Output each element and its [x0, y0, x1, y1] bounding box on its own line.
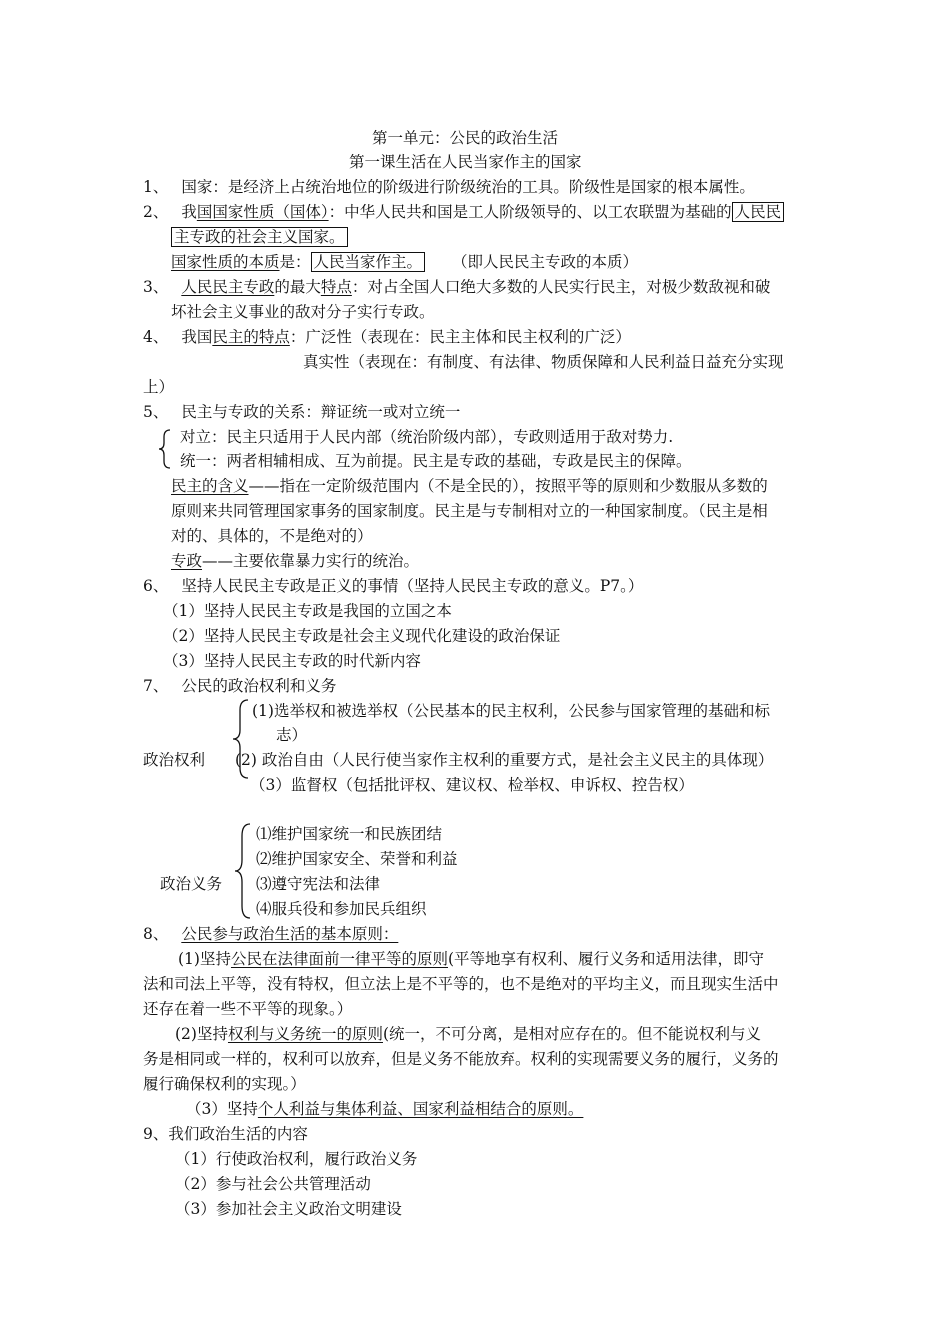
item-4-line-3: 上）	[143, 378, 175, 396]
democracy-definition-line-3: 对的、具体的，不是绝对的）	[171, 527, 373, 545]
item-1-number: 1、	[143, 178, 169, 196]
item-4-line-2: 真实性（表现在：有制度、有法律、物质保障和人民利益日益充分实现	[303, 353, 784, 371]
democracy-def-text: ——指在一定阶级范围内（不是全民的），按照平等的原则和少数服从多数的	[248, 477, 768, 495]
rights-label: 政治权利	[143, 751, 206, 769]
right-2: (2) 政治自由（人民行使当家作主权利的重要方式，是社会主义民主的具体现）	[235, 751, 774, 769]
item-6-sub-3: （3）坚持人民民主专政的时代新内容	[163, 652, 421, 670]
duties-label: 政治义务	[160, 875, 223, 893]
item-7-text: 公民的政治权利和义务	[181, 677, 337, 695]
item-2-note: （即人民民主专政的本质）	[451, 253, 638, 271]
principle-1	[178, 949, 764, 969]
item-2-line-2	[171, 227, 348, 247]
right-1: (1)选举权和被选举权（公民基本的民主权利，公民参与国家管理的基础和标	[252, 702, 770, 720]
item-3	[143, 277, 770, 297]
item-5-number: 5、	[143, 403, 169, 421]
item-4-text-a: 我国	[181, 328, 213, 346]
democracy-features-term: 民主的特点	[212, 328, 290, 346]
principle-1-text: (平等地享有权利、履行义务和适用法律，即守	[447, 950, 765, 968]
principle-1-line-3: 还存在着一些不平等的现象。）	[143, 1000, 353, 1018]
brace-icon	[157, 428, 173, 470]
state-nature-answer-box-start: 人民民	[732, 202, 785, 222]
item-8	[143, 924, 398, 944]
item-5-text: 民主与专政的关系：辩证统一或对立统一	[181, 403, 461, 421]
principle-2-term: 权利与义务统一的原则	[227, 1025, 383, 1043]
item-6-sub-1: （1）坚持人民民主专政是我国的立国之本	[163, 602, 452, 620]
item-7-number: 7、	[143, 677, 169, 695]
democracy-definition-line-2: 原则来共同管理国家事务的国家制度。民主是与专制相对立的一种国家制度。（民主是相	[171, 502, 768, 520]
dictatorship-definition	[171, 551, 419, 571]
item-8-number: 8、	[143, 925, 169, 943]
item-2-number: 2、	[143, 203, 169, 221]
item-3-text-d: ：对占全国人口绝大多数的人民实行民主，对极少数敌视和破	[351, 278, 771, 296]
item-2-text-g: 是：	[279, 253, 311, 271]
item-3-number: 3、	[143, 278, 169, 296]
item-2-text-c: ：中华人民共和国是工人阶级领导的、以工农联盟为基础的	[328, 203, 732, 221]
item-1-text: 国家：是经济上占统治地位的阶级进行阶级统治的工具。阶级性是国家的根本属性。	[181, 178, 755, 196]
principle-2-prefix: (2)坚持	[175, 1025, 228, 1043]
principle-1-prefix: (1)坚持	[178, 950, 231, 968]
item-9-sub-3: （3）参加社会主义政治文明建设	[175, 1200, 402, 1218]
principle-2-line-3: 履行确保权利的实现。）	[143, 1075, 306, 1093]
principle-1-line-2: 法和司法上平等，没有特权，但立法上是不平等的，也不是绝对的平均主义，而且现实生活中	[143, 975, 779, 993]
duty-2: ⑵维护国家安全、荣誉和利益	[256, 850, 458, 868]
state-nature-answer-box-end: 主专政的社会主义国家。	[171, 227, 348, 247]
item-3-text-b: 的最大	[274, 278, 321, 296]
state-nature-term: 国国家性质（国体）	[196, 203, 329, 221]
principle-3	[186, 1099, 583, 1119]
nature-essence-answer-box: 人民当家作主。	[311, 252, 426, 272]
item-9-sub-1: （1）行使政治权利，履行政治义务	[175, 1150, 418, 1168]
opposition-line: 对立：民主只适用于人民内部（统治阶级内部），专政则适用于敌对势力.	[180, 428, 674, 446]
item-7	[143, 676, 336, 696]
item-9-sub-2: （2）参与社会公共管理活动	[175, 1175, 371, 1193]
principle-3-term: 个人利益与集体利益、国家利益相结合的原则。	[257, 1100, 584, 1118]
item-4-number: 4、	[143, 328, 169, 346]
item-6-number: 6、	[143, 577, 169, 595]
item-3-term: 人民民主专政	[181, 278, 275, 296]
principle-2-text: (统一，不可分离，是相对应存在的。但不能说权利与义	[382, 1025, 762, 1043]
principle-2-line-2: 务是相同或一样的，权利可以放弃，但是义务不能放弃。权利的实现需要义务的履行，义务的	[143, 1050, 779, 1068]
principle-3-prefix: （3）坚持	[186, 1100, 258, 1118]
brace-icon	[233, 822, 253, 920]
item-3-line-2: 坏社会主义事业的敌对分子实行专政。	[171, 303, 435, 321]
item-6-sub-2: （2）坚持人民民主专政是社会主义现代化建设的政治保证	[163, 627, 561, 645]
dictatorship-def-text: ——主要依靠暴力实行的统治。	[202, 552, 420, 570]
right-1-cont: 志）	[276, 726, 308, 744]
item-9-heading: 9、我们政治生活的内容	[143, 1125, 308, 1143]
item-4-text-c: ：广泛性（表现在：民主主体和民主权利的广泛）	[289, 328, 631, 346]
democracy-term: 民主的含义	[171, 477, 249, 495]
item-6	[143, 576, 643, 596]
item-5	[143, 402, 460, 422]
item-3-feature: 特点	[320, 278, 352, 296]
item-8-heading: 公民参与政治生活的基本原则：	[181, 925, 399, 943]
page-title: 第一单元：公民的政治生活	[372, 129, 559, 147]
unity-line: 统一：两者相辅相成、互为前提。民主是专政的基础，专政是民主的保障。	[180, 452, 692, 470]
item-4	[143, 327, 631, 347]
duty-4: ⑷服兵役和参加民兵组织	[256, 900, 427, 918]
nature-essence-term: 国家性质的本质	[171, 253, 280, 271]
duty-1: ⑴维护国家统一和民族团结	[256, 825, 443, 843]
principle-2	[175, 1024, 761, 1044]
item-1	[143, 177, 755, 197]
duty-3: ⑶遵守宪法和法律	[256, 875, 381, 893]
principle-1-term: 公民在法律面前一律平等的原则	[230, 950, 448, 968]
item-2-line-3	[171, 252, 638, 272]
item-2	[143, 202, 784, 222]
dictatorship-term: 专政	[171, 552, 203, 570]
page-subtitle: 第一课生活在人民当家作主的国家	[349, 153, 582, 171]
right-3: （3）监督权（包括批评权、建议权、检举权、申诉权、控告权）	[250, 776, 694, 794]
item-2-text-a: 我	[181, 203, 197, 221]
item-6-text: 坚持人民民主专政是正义的事情（坚持人民民主专政的意义。P7。）	[181, 577, 644, 595]
democracy-definition	[171, 476, 768, 496]
